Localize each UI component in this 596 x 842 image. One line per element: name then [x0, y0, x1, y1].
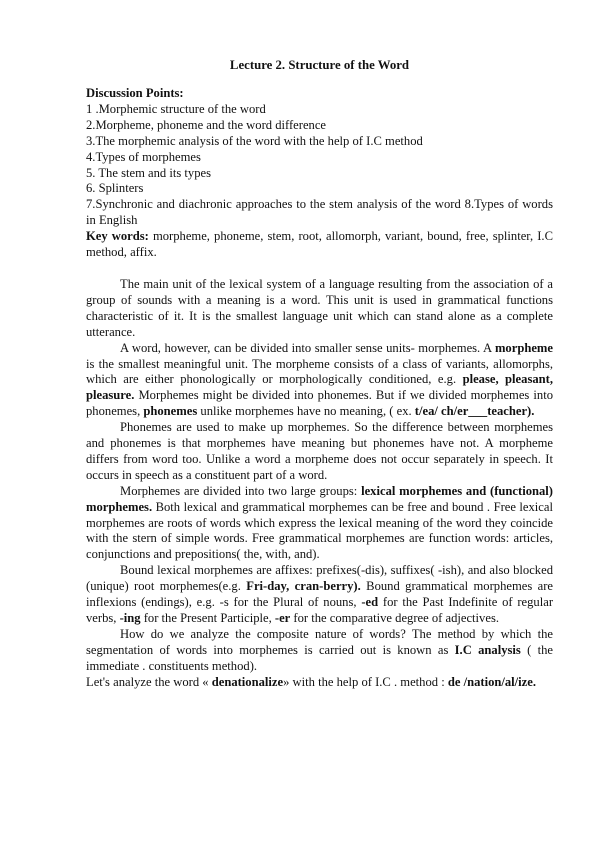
text-run: » with the help of I.C . method :	[283, 674, 448, 689]
discussion-point: 3.The morphemic analysis of the word with the help of I.C method	[86, 133, 423, 148]
text-run: Both lexical and grammatical morphemes can be free and bound . Free lexical morphemes are roots of words which express the lexical meaning of the word they coincide with the stern of simple words. Free grammatical morphemes are function words: articles, conjunctions and prepositions( the, with, and).	[86, 499, 553, 562]
keywords-text: morpheme, phoneme, stem, root, allomorph, variant, bound, free, splinter, I.C method, affix.	[86, 229, 553, 260]
text-run: for the comparative degree of adjectives.	[290, 611, 499, 625]
bold-term: phonemes	[143, 404, 198, 419]
discussion-point: 4.Types of morphemes	[86, 149, 201, 164]
text-run: ( the immediate . constituents method).	[86, 642, 553, 673]
bold-term: t/ea/ ch/er	[414, 404, 469, 419]
text-run: is the smallest meaningful unit. The morpheme consists of a class of variants, allomorphs, which are either phonologically or morphologically conditioned, e.g.	[86, 356, 553, 387]
text-run: unlike morphemes have no meaning, ( ex.	[197, 404, 415, 419]
discussion-point: 6. Splinters	[86, 181, 144, 196]
text-run: Bound lexical morphemes are affixes: prefixes(-dis), suffixes( -ish), and also blocked (unique) root morphemes(e.g.	[86, 563, 553, 594]
discussion-block	[86, 86, 553, 691]
paragraph-4	[86, 484, 553, 564]
text-run: Bound grammatical morphemes are inflexions (endings), e.g. -s for the Plural of nouns,	[86, 579, 554, 610]
bold-term: morpheme	[494, 340, 553, 355]
paragraph-3: Phonemes are used to make up morphemes. So the difference between morphemes and phonemes is that morphemes have meaning but phonemes have not. A morpheme differs from word too. Unlike a word a morpheme does not occur separately in speech. It occurs in speech as a constituent part of a word.	[86, 420, 553, 482]
text-run: Morphemes might be divided into phonemes. But if we divided morphemes into phonemes,	[86, 388, 553, 419]
paragraph-2	[86, 341, 553, 421]
text-run: for the Present Participle,	[140, 611, 275, 625]
bold-term: please, pleasant, pleasure.	[86, 372, 553, 403]
keywords-label: Key words:	[86, 229, 149, 244]
discussion-point: 5. The stem and its types	[86, 165, 211, 180]
discussion-point: 1 .Morphemic structure of the word	[86, 101, 266, 116]
bold-term: lexical morphemes and (functional) morphemes.	[86, 483, 553, 514]
paragraph-1: The main unit of the lexical system of a language resulting from the association of a group of sounds with a meaning is a word. This unit is used in grammatical functions characteristic of it. It is the smallest language unit which can stand alone as a complete utterance.	[86, 276, 553, 339]
text-run: Morphemes are divided into two large groups:	[120, 483, 362, 498]
paragraph-7	[86, 675, 553, 691]
paragraph-5	[86, 563, 553, 627]
bold-term: -ed	[361, 595, 379, 610]
paragraph-6	[86, 627, 553, 675]
discussion-point: 7.Synchronic and diachronic approaches to the stem analysis of the word 8.Types of words in English	[86, 197, 553, 228]
text-run: for the Past Indefinite of regular verbs,	[86, 595, 554, 625]
keywords-line	[86, 229, 553, 261]
discussion-point: 2.Morpheme, phoneme and the word difference	[86, 117, 327, 132]
bold-term: ___	[468, 404, 488, 419]
lecture-title: Lecture 2. Structure of the Word	[229, 58, 410, 72]
text-run: A word, however, can be divided into smaller sense units- morphemes. A	[120, 340, 495, 355]
bold-term: denationalize	[211, 674, 284, 689]
bold-term: -er	[274, 611, 291, 625]
bold-term: I.C analysis	[454, 642, 521, 657]
text-run: Let's analyze the word «	[86, 674, 212, 689]
bold-term: Fri-day, cran-berry).	[246, 579, 361, 594]
bold-term: teacher).	[487, 404, 535, 419]
bold-term: -ing	[119, 611, 141, 625]
text-run: How do we analyze the composite nature of words? The method by which the segmentation of words into morphemes is carried out is known as	[86, 626, 553, 657]
discussion-heading: Discussion Points:	[86, 86, 184, 100]
bold-term: de /nation/al/ize.	[447, 674, 536, 689]
